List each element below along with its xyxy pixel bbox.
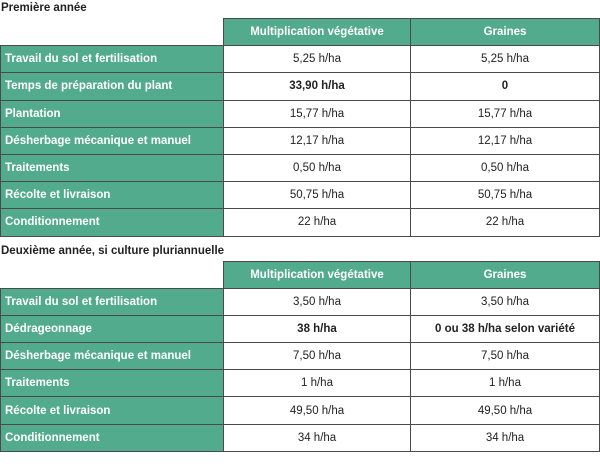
table-row — [1, 315, 600, 342]
cell-seeds: 22 h/ha — [411, 209, 600, 236]
row-label: Dédrageonnage — [1, 315, 224, 342]
header-vegetative: Multiplication végétative — [224, 261, 411, 288]
table-header-row — [1, 261, 600, 288]
cell-vegetative: 38 h/ha — [224, 315, 411, 342]
table-header-row — [1, 19, 600, 46]
cell-vegetative: 7,50 h/ha — [224, 343, 411, 370]
row-label: Travail du sol et fertilisation — [1, 288, 224, 315]
row-label: Conditionnement — [1, 424, 224, 451]
row-label: Conditionnement — [1, 209, 224, 236]
row-label: Traitements — [1, 154, 224, 181]
cell-vegetative: 34 h/ha — [224, 424, 411, 451]
header-seeds: Graines — [411, 19, 600, 46]
cell-seeds: 3,50 h/ha — [411, 288, 600, 315]
row-label: Désherbage mécanique et manuel — [1, 127, 224, 154]
cell-seeds: 0 — [411, 73, 600, 100]
cell-vegetative: 3,50 h/ha — [224, 288, 411, 315]
section-title: Première année — [1, 2, 87, 14]
header-vegetative: Multiplication végétative — [224, 19, 411, 46]
row-label: Récolte et livraison — [1, 182, 224, 209]
table-row — [1, 127, 600, 154]
cell-vegetative: 22 h/ha — [224, 209, 411, 236]
row-label: Désherbage mécanique et manuel — [1, 343, 224, 370]
section-title: Deuxième année, si culture pluriannuelle — [1, 244, 225, 257]
row-label: Plantation — [1, 100, 224, 127]
header-blank-cell — [1, 261, 224, 288]
cell-vegetative: 5,25 h/ha — [224, 46, 411, 73]
cell-seeds: 5,25 h/ha — [411, 46, 600, 73]
cell-vegetative: 49,50 h/ha — [224, 397, 411, 424]
cell-seeds: 50,75 h/ha — [411, 182, 600, 209]
cell-seeds: 0,50 h/ha — [411, 154, 600, 181]
cell-vegetative: 15,77 h/ha — [224, 100, 411, 127]
cell-vegetative: 0,50 h/ha — [224, 154, 411, 181]
cell-vegetative: 33,90 h/ha — [224, 73, 411, 100]
table-row — [1, 100, 600, 127]
cell-vegetative: 12,17 h/ha — [224, 127, 411, 154]
hours-table — [0, 18, 600, 237]
table-row — [1, 343, 600, 370]
table-row — [1, 397, 600, 424]
table-row — [1, 370, 600, 397]
cell-seeds: 15,77 h/ha — [411, 100, 600, 127]
row-label: Travail du sol et fertilisation — [1, 46, 224, 73]
row-label: Temps de préparation du plant — [1, 73, 224, 100]
cell-vegetative: 50,75 h/ha — [224, 182, 411, 209]
cell-seeds: 0 ou 38 h/ha selon variété — [411, 315, 600, 342]
table-row — [1, 182, 600, 209]
table-row — [1, 209, 600, 236]
row-label: Traitements — [1, 370, 224, 397]
table-row — [1, 73, 600, 100]
table-row — [1, 424, 600, 451]
cell-vegetative: 1 h/ha — [224, 370, 411, 397]
cell-seeds: 34 h/ha — [411, 424, 600, 451]
header-seeds: Graines — [411, 261, 600, 288]
table-row — [1, 154, 600, 181]
header-blank-cell — [1, 19, 224, 46]
cell-seeds: 7,50 h/ha — [411, 343, 600, 370]
table-row — [1, 46, 600, 73]
cell-seeds: 12,17 h/ha — [411, 127, 600, 154]
table-row — [1, 288, 600, 315]
row-label: Récolte et livraison — [1, 397, 224, 424]
hours-table — [0, 261, 600, 452]
cell-seeds: 1 h/ha — [411, 370, 600, 397]
cell-seeds: 49,50 h/ha — [411, 397, 600, 424]
